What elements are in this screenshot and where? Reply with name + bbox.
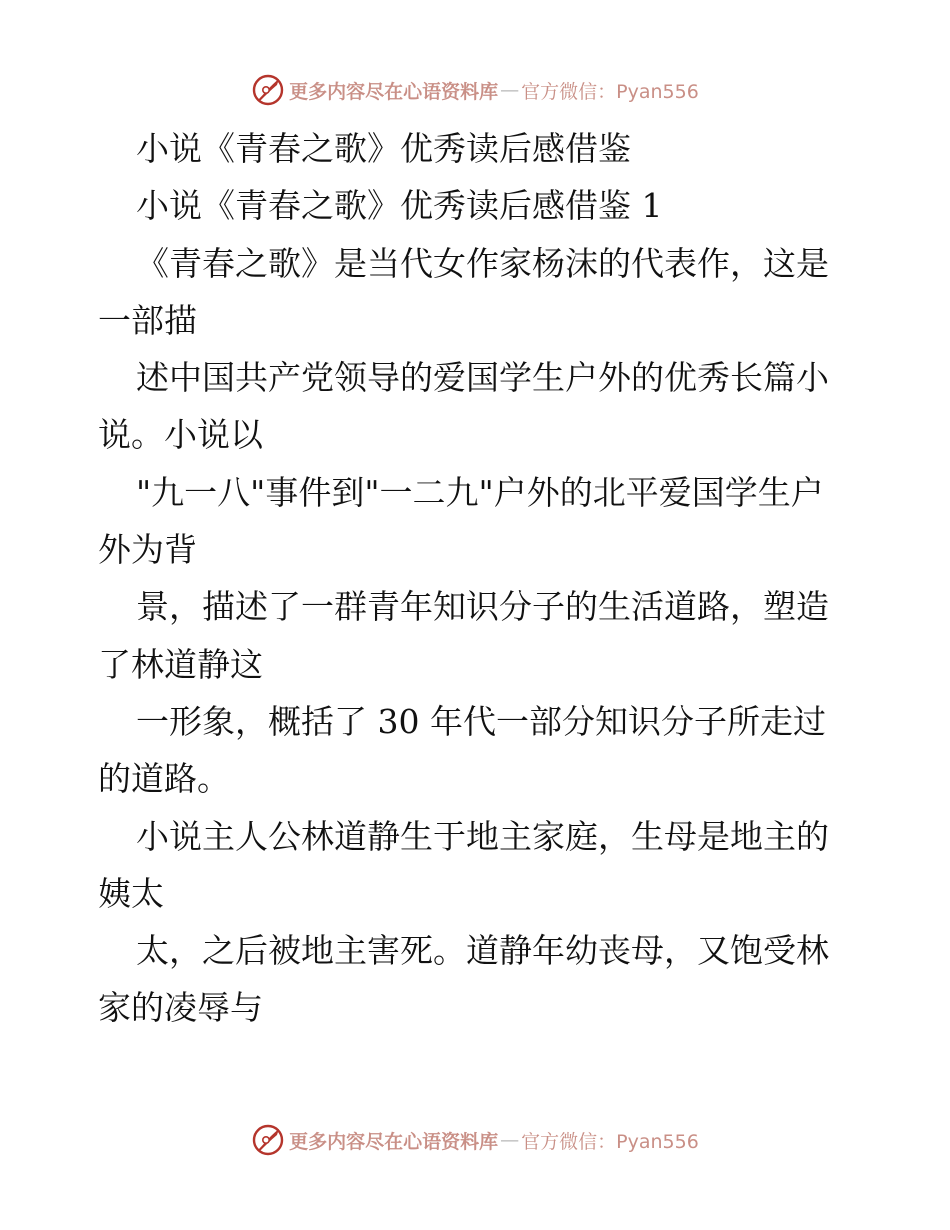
watermark-dash: — bbox=[500, 1129, 520, 1151]
footer-watermark bbox=[0, 1120, 950, 1160]
text-line: 姨太 bbox=[98, 873, 164, 913]
pen-logo-icon bbox=[251, 73, 285, 107]
text-line: 《青春之歌》是当代女作家杨沫的代表作，这是 bbox=[136, 243, 829, 283]
watermark-wechat-text: 官方微信：Pyan556 bbox=[521, 80, 699, 103]
pen-logo-icon bbox=[251, 1123, 285, 1157]
text-line: 家的凌辱与 bbox=[98, 988, 263, 1028]
watermark-site-text: 更多内容尽在心语资料库 bbox=[289, 1130, 499, 1153]
watermark-dash: — bbox=[500, 79, 520, 101]
text-line: 太，之后被地主害死。道静年幼丧母，又饱受林 bbox=[136, 931, 829, 971]
section-heading: 小说《青春之歌》优秀读后感借鉴 1 bbox=[136, 186, 663, 226]
document-title: 小说《青春之歌》优秀读后感借鉴 bbox=[136, 129, 631, 168]
watermark-site-text: 更多内容尽在心语资料库 bbox=[289, 80, 499, 103]
watermark-wechat-text: 官方微信：Pyan556 bbox=[521, 1130, 699, 1153]
text-line: 一部描 bbox=[98, 300, 197, 340]
text-line: 述中国共产党领导的爱国学生户外的优秀长篇小 bbox=[136, 358, 829, 398]
text-line: 一形象，概括了 30 年代一部分知识分子所走过 bbox=[136, 701, 826, 741]
text-line: 景，描述了一群青年知识分子的生活道路，塑造 bbox=[136, 587, 829, 627]
text-line: 的道路。 bbox=[98, 759, 230, 799]
text-line: "九一八"事件到"一二九"户外的北平爱国学生户 bbox=[136, 472, 824, 512]
text-line: 小说主人公林道静生于地主家庭，生母是地主的 bbox=[136, 816, 829, 856]
text-line: 外为背 bbox=[98, 530, 197, 570]
text-line: 说。小说以 bbox=[98, 415, 263, 455]
document-body bbox=[98, 120, 858, 1037]
header-watermark bbox=[0, 70, 950, 110]
text-line: 了林道静这 bbox=[98, 644, 263, 684]
